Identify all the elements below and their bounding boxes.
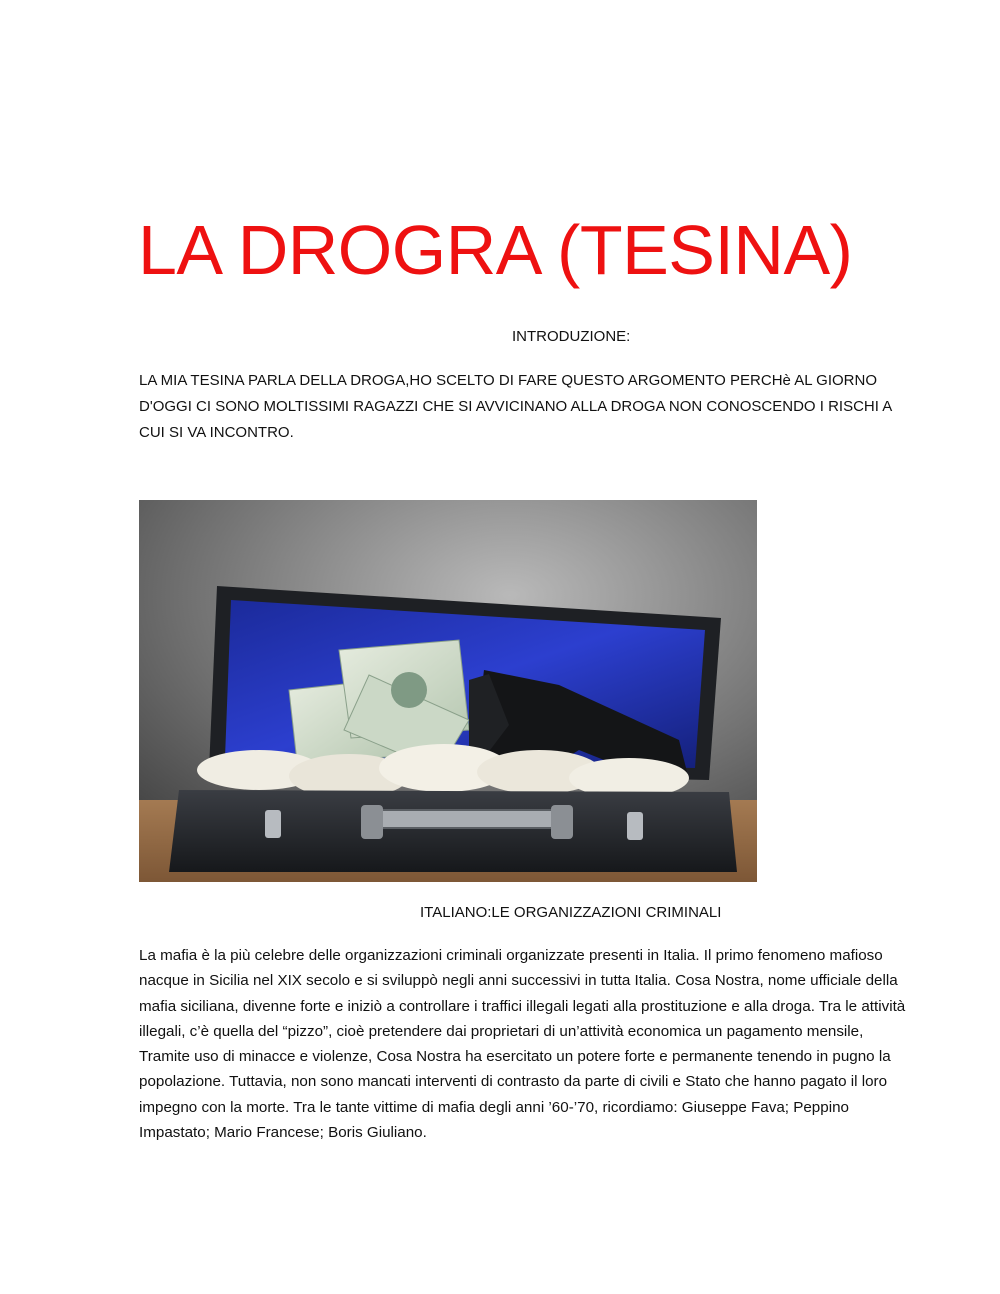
- section-paragraph: La mafia è la più celebre delle organizzazioni criminali organizzate presenti in Italia. Il primo fenomeno mafioso nacque in Sicilia nel XIX secolo e si sviluppò negli anni successivi in tutta Italia. Cosa Nostra, nome ufficiale della mafia siciliana, divenne forte e iniziò a controllare i traffici illegali legati alla prostituzione e alla droga. Tra le attività illegali, c’è quella del “pizzo”, cioè pretendere dai proprietari di un’attività economica un pagamento mensile, Tramite uso di minacce e violenze, Cosa Nostra ha esercitato un potere forte e permanente tenendo in pugno la popolazione. Tuttavia, non sono mancati interventi di contrasto da parte di civili e Stato che hanno pagato il loro impegno con la morte. Tra le tante vittime di mafia degli anni ’60-’70, ricordiamo: Giuseppe Fava; Peppino Impastato; Mario Francese; Boris Giuliano.: [139, 947, 906, 1142]
- section-heading: ITALIANO:LE ORGANIZZAZIONI CRIMINALI: [420, 904, 722, 921]
- document-title: LA DROGRA (TESINA): [138, 211, 853, 289]
- briefcase-photo: [139, 500, 757, 882]
- intro-heading: INTRODUZIONE:: [512, 328, 631, 345]
- intro-paragraph: LA MIA TESINA PARLA DELLA DROGA,HO SCELTO DI FARE QUESTO ARGOMENTO PERCHè AL GIORNO D'OGGI CI SONO MOLTISSIMI RAGAZZI CHE SI AVVICINANO ALLA DROGA NON CONOSCENDO I RISCHI A CUI SI VA INCONTRO.: [139, 372, 892, 441]
